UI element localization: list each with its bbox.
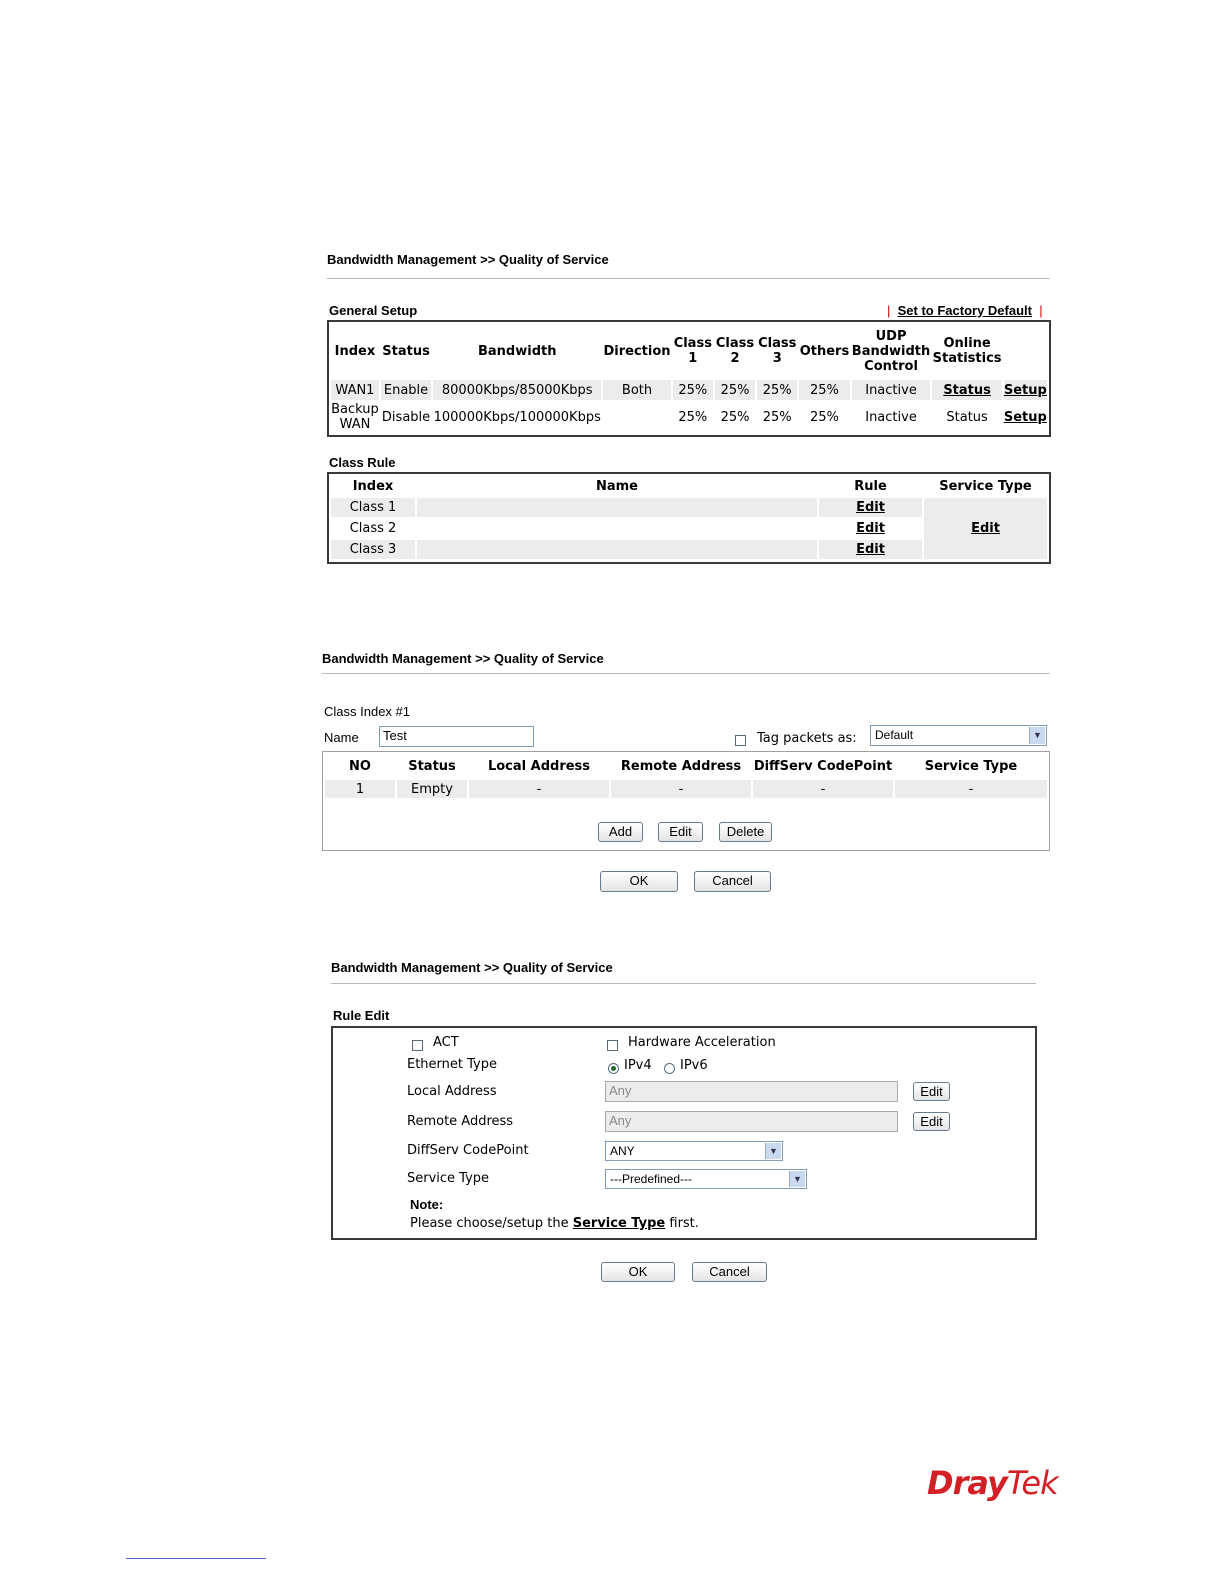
name-label: Name (324, 730, 359, 745)
general-setup-table (329, 322, 1049, 434)
local-address-field: Any (605, 1081, 898, 1102)
name-input[interactable]: Test (379, 726, 534, 747)
tag-packets-checkbox[interactable] (735, 735, 746, 746)
table-row: Class 3 Edit (331, 540, 1047, 559)
general-setup-table-box (327, 320, 1051, 437)
tag-packets-checkbox-area (735, 730, 746, 749)
chevron-down-icon: ▼ (1029, 727, 1045, 744)
service-type-edit-link[interactable]: Edit (971, 521, 1000, 536)
page-title: Bandwidth Management >> Quality of Service (327, 252, 609, 267)
wan1-setup-link[interactable]: Setup (1003, 382, 1047, 398)
note-label: Note: (410, 1197, 444, 1212)
ok-button[interactable]: OK (600, 871, 678, 892)
rule-list-table: NO Status Local Address Remote Address DiffServ CodePoint Service Type 1 Empty - - - - (323, 752, 1049, 800)
remote-address-label: Remote Address (407, 1114, 514, 1129)
col-class3: Class 3 (758, 336, 797, 366)
diffserv-select[interactable]: ANY ▼ (605, 1141, 783, 1161)
class-index-heading: Class Index #1 (324, 704, 410, 719)
col-online-stats: Online Statistics (932, 336, 1002, 366)
col-udp: UDP Bandwidth Control (851, 328, 931, 374)
class2-rule-edit-link[interactable]: Edit (856, 521, 885, 536)
general-setup-heading: General Setup (329, 303, 418, 318)
col-direction: Direction (603, 343, 671, 359)
cancel-button[interactable]: Cancel (694, 871, 771, 892)
table-row: Backup WAN Disable 100000Kbps/100000Kbps 25% 25% 25% 25% Inactive Status Setup (331, 402, 1047, 432)
ipv4-label: IPv4 (624, 1058, 652, 1073)
divider (331, 983, 1036, 984)
chevron-down-icon: ▼ (789, 1171, 805, 1187)
footer-line (126, 1558, 266, 1559)
class-rule-table-box (327, 472, 1051, 564)
local-address-label: Local Address (407, 1084, 497, 1099)
ipv6-label: IPv6 (680, 1058, 708, 1073)
ethernet-type-label: Ethernet Type (407, 1057, 497, 1072)
local-address-edit-button[interactable]: Edit (913, 1082, 950, 1101)
divider (322, 673, 1050, 674)
rule-edit-heading: Rule Edit (333, 1008, 390, 1023)
divider (327, 278, 1050, 279)
tag-packets-label: Tag packets as: (757, 731, 857, 746)
cancel-button[interactable]: Cancel (692, 1262, 767, 1282)
page-title: Bandwidth Management >> Quality of Service (322, 651, 604, 666)
service-type-select[interactable]: ---Predefined--- ▼ (605, 1169, 807, 1189)
factory-default-link[interactable]: Set to Factory Default (897, 303, 1032, 318)
col-bandwidth: Bandwidth (478, 343, 557, 359)
service-type-label: Service Type (407, 1171, 490, 1186)
table-row: 1 Empty - - - - (325, 780, 1047, 798)
table-row: WAN1 Enable 80000Kbps/85000Kbps Both 25% 25% 25% 25% Inactive Status Setup (331, 380, 1047, 400)
edit-button[interactable]: Edit (658, 822, 703, 842)
act-label: ACT (433, 1035, 459, 1050)
hw-accel-checkbox[interactable] (607, 1040, 618, 1051)
class3-rule-edit-link[interactable]: Edit (856, 542, 885, 557)
col-class2: Class 2 (715, 336, 755, 366)
chevron-down-icon: ▼ (765, 1143, 781, 1159)
remote-address-field: Any (605, 1111, 898, 1132)
draytek-logo: DrayTek (927, 1464, 1058, 1502)
act-checkbox[interactable] (412, 1040, 423, 1051)
diffserv-label: DiffServ CodePoint (407, 1143, 529, 1158)
backup-wan-status-text: Status (946, 409, 988, 425)
tag-packets-select[interactable]: Default ▼ (870, 725, 1047, 746)
class-rule-table: Index Name Rule Service Type Class 1 Edit Edit Class 2 Edit Class 3 Edit (329, 474, 1049, 561)
table-row: Class 2 Edit (349, 521, 885, 536)
note-service-type-link[interactable]: Service Type (572, 1216, 666, 1231)
col-index: Index (334, 343, 376, 359)
col-status: Status (382, 343, 430, 359)
col-class1: Class 1 (673, 336, 712, 366)
wan1-status-link[interactable]: Status (943, 382, 991, 398)
ipv6-radio[interactable] (664, 1063, 675, 1074)
remote-address-edit-button[interactable]: Edit (913, 1112, 950, 1131)
delete-button[interactable]: Delete (719, 822, 772, 842)
add-button[interactable]: Add (598, 822, 643, 842)
class-rule-heading: Class Rule (329, 455, 396, 470)
table-row: Class 1 Edit Edit (331, 498, 1047, 517)
page-title: Bandwidth Management >> Quality of Service (331, 960, 613, 975)
ipv4-radio[interactable] (608, 1063, 619, 1074)
backup-wan-setup-link[interactable]: Setup (1003, 409, 1047, 425)
col-others: Others (799, 343, 850, 359)
factory-default-area: | Set to Factory Default | (887, 303, 1043, 318)
ok-button[interactable]: OK (601, 1262, 675, 1282)
class1-rule-edit-link[interactable]: Edit (856, 500, 885, 515)
hw-accel-label: Hardware Acceleration (628, 1035, 776, 1050)
note-text: Please choose/setup the Service Type first. (410, 1216, 699, 1231)
